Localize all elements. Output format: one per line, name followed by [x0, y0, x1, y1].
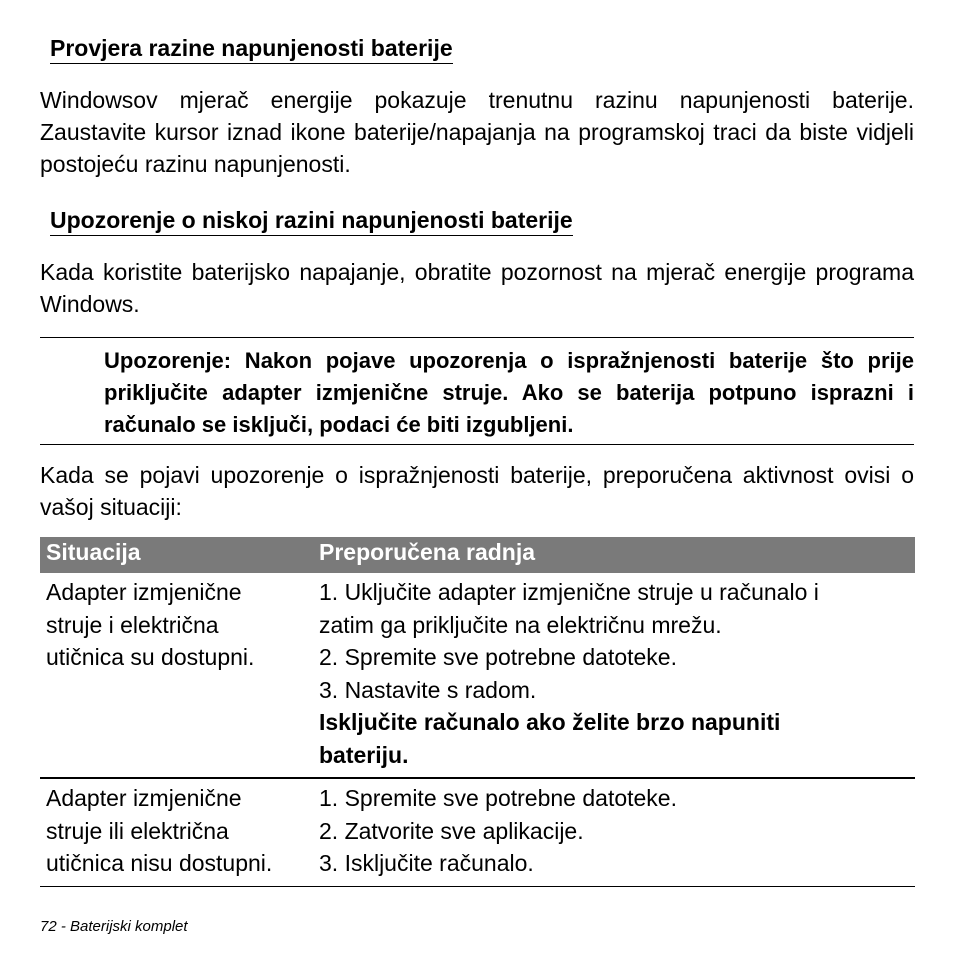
situation-line: struje ili električna	[46, 817, 229, 844]
column-header-situation: Situacija	[40, 537, 313, 573]
warning-note-text: Upozorenje: Nakon pojave upozorenja o ispražnjenosti baterije što prije priključite adapter izmjenične struje. Ako se baterija potpuno isprazni i računalo se isključi, podaci će biti izgubljeni.	[104, 348, 914, 437]
situation-line: Adapter izmjenične	[46, 785, 242, 811]
paragraph-battery-level: Windowsov mjerač energije pokazuje trenutnu razinu napunjenosti baterije. Zaustavite kursor iznad ikone baterije/napajanja na programskoj traci da biste vidjeli postojeću razinu napunjenosti.	[40, 87, 914, 177]
table-row	[40, 778, 915, 886]
paragraph-intro-table: Kada se pojavi upozorenje o ispražnjenosti baterije, preporučena aktivnost ovisi o vašoj situaciji:	[40, 462, 914, 520]
warning-note-box	[40, 337, 914, 445]
recommended-actions-table	[40, 537, 915, 887]
section-heading-battery-level: Provjera razine napunjenosti baterije	[50, 34, 453, 64]
table-header-row	[40, 537, 915, 573]
action-line: 2. Zatvorite sve aplikacije.	[319, 817, 584, 844]
situation-cell	[40, 778, 313, 886]
page-footer: 72 - Baterijski komplet	[40, 918, 188, 935]
action-line: 3. Isključite računalo.	[319, 850, 534, 876]
action-line: 3. Nastavite s radom.	[319, 676, 537, 703]
situation-line: struje i električna	[46, 611, 219, 638]
column-header-recommended-action: Preporučena radnja	[313, 537, 915, 573]
action-note-line: Isključite računalo ako želite brzo napuniti	[319, 709, 781, 735]
action-note-line: bateriju.	[319, 741, 409, 768]
paragraph-low-battery-warning: Kada koristite baterijsko napajanje, obratite pozornost na mjerač energije programa Windows.	[40, 259, 914, 317]
table-row	[40, 573, 915, 778]
action-line: 1. Spremite sve potrebne datoteke.	[319, 785, 677, 811]
situation-line: utičnica su dostupni.	[46, 644, 255, 670]
action-line: 1. Uključite adapter izmjenične struje u računalo i	[319, 579, 819, 605]
action-cell	[313, 573, 915, 778]
section-heading-low-battery-warning: Upozorenje o niskoj razini napunjenosti baterije	[50, 206, 573, 236]
action-cell	[313, 778, 915, 886]
action-line: 2. Spremite sve potrebne datoteke.	[319, 644, 677, 670]
action-line: zatim ga priključite na električnu mrežu.	[319, 611, 722, 638]
situation-line: utičnica nisu dostupni.	[46, 850, 273, 876]
situation-line: Adapter izmjenične	[46, 579, 242, 605]
situation-cell	[40, 573, 313, 778]
